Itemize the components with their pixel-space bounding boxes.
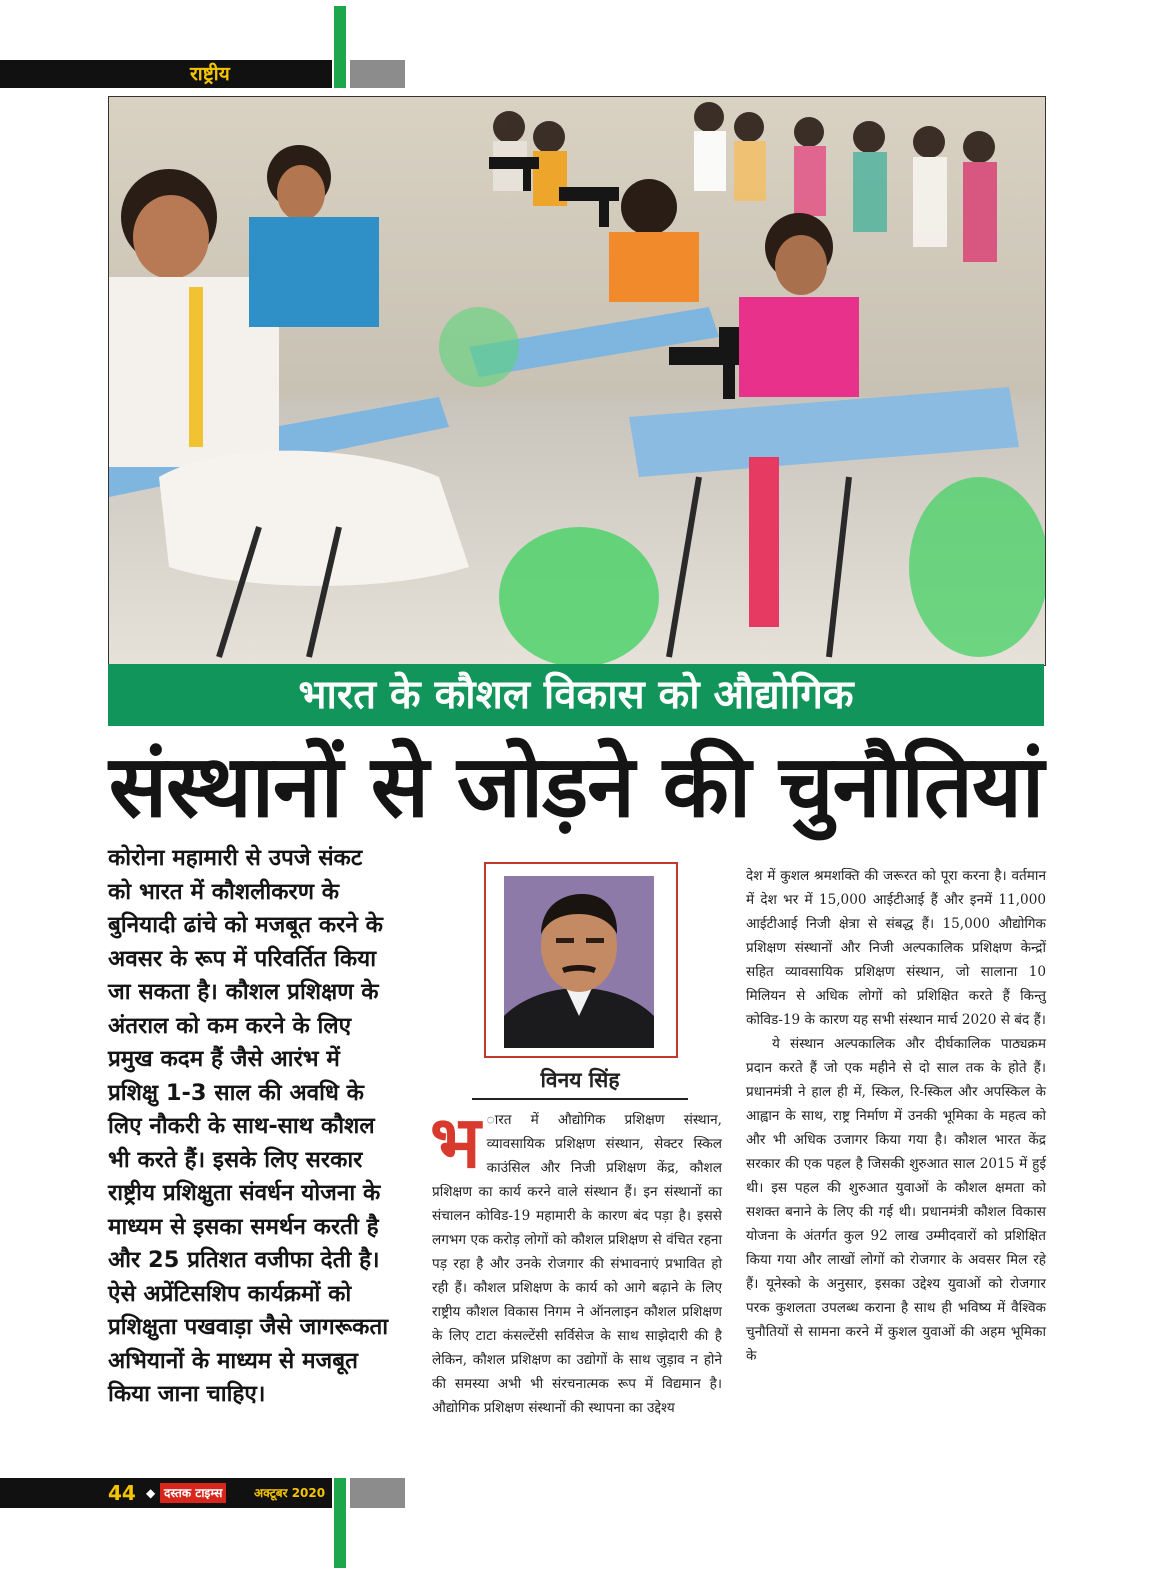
footer-grey-block — [350, 1478, 405, 1508]
body-text: ारत में औद्योगिक प्रशिक्षण संस्थान, व्यावसायिक प्रशिक्षण संस्थान, सेक्टर स्किल काउंसिल और निजी प्रशिक्षण केंद्र, कौशल प्रशिक्षण का कार्य करने वाले संस्थान हैं। इन संस्थानों का संचालन कोविड-19 महामारी के कारण बंद पड़ा है। इससे लगभग एक करोड़ लोगों को कौशल प्रशिक्षण से वंचित रहना पड़ रहा है और उनके रोजगार की संभावनाएं प्रभावित हो रही हैं। कौशल प्रशिक्षण के कार्य को आगे बढ़ाने के लिए राष्ट्रीय कौशल विकास निगम ने ऑनलाइन कौशल प्रशिक्षण के लिए टाटा कंसल्टेंसी सर्विसेज के साथ साझेदारी की है लेकिन, कौशल प्रशिक्षण का उद्योगों के साथ जुड़ाव न होने की समस्या अभी भी संरचनात्मक रूप में विद्यमान है। औद्योगिक प्रशिक्षण संस्थानों की स्थापना का उद्देश्य — [432, 1112, 722, 1416]
footer-green-accent — [334, 1478, 346, 1568]
drop-cap: भ — [430, 1100, 481, 1184]
header-grey-block — [350, 60, 405, 88]
issue-date: अक्टूबर 2020 — [254, 1486, 326, 1500]
body-column-2 — [430, 1100, 722, 1420]
lead-photo-illustration — [109, 97, 1045, 665]
header-green-accent — [334, 6, 346, 88]
header-bar — [0, 60, 332, 88]
section-label: राष्ट्रीय — [190, 63, 230, 85]
body-paragraph: ये संस्थान अल्पकालिक और दीर्घकालिक पाठ्यक्रम प्रदान करते हैं जो एक महीने से दो साल तक के होते हैं। प्रधानमंत्री ने हाल ही में, स्किल, रि-स्किल और अपस्किल के आह्वान के साथ, राष्ट्र निर्माण में उनकी भूमिका के महत्व को और भी अधिक उजागर किया गया है। कौशल भारत केंद्र सरकार की एक पहल है जिसकी शुरुआत साल 2015 में हुई थी। इस पहल की शुरुआत युवाओं के कौशल क्षमता को सशक्त बनाने के लिए की गई थी। प्रधानमंत्री कौशल विकास योजना के अंतर्गत कुल 92 लाख उम्मीदवारों को प्रशिक्षित किया गया और लाखों लोगों को रोजगार के अवसर मिल रहे हैं। यूनेस्को के अनुसार, इसका उद्देश्य युवाओं को रोजगार परक कुशलता उपलब्ध कराना है साथ ही भविष्य में वैश्विक चुनौतियों से सामना करने में कुशल युवाओं की अहम भूमिका के — [746, 1036, 1046, 1364]
author-divider — [472, 1098, 688, 1100]
footer-separator-icon: ◆ — [146, 1486, 156, 1500]
author-portrait-illustration — [504, 876, 654, 1048]
intro-text: कोरोना महामारी से उपजे संकट को भारत में कौशलीकरण के बुनियादी ढांचे को मजबूत करने के अवसर के रूप में परिवर्तित किया जा सकता है। कौशल प्रशिक्षण के अंतराल को कम करने के लिए प्रमुख कदम हैं जैसे आरंभ में प्रशिक्षु 1-3 साल की अवधि के लिए नौकरी के साथ-साथ कौशल भी करते हैं। इसके लिए सरकार राष्ट्रीय प्रशिक्षुता संवर्धन योजना के माध्यम से इसका समर्थन करती है और 25 प्रतिशत वजीफा देती है। ऐसे अप्रेंटिसशिप कार्यक्रमों को प्रशिक्षुता पखवाड़ा जैसे जागरूकता अभियानों के माध्यम से मजबूत किया जाना चाहिए। — [108, 845, 389, 1407]
headline-line-1: भारत के कौशल विकास को औद्योगिक — [298, 672, 854, 718]
body-paragraph: देश में कुशल श्रमशक्ति की जरूरत को पूरा करना है। वर्तमान में देश भर में 15,000 आईटीआई हैं और इनमें 11,000 आईटीआई निजी क्षेत्रा से संबद्ध हैं। 15,000 औद्योगिक प्रशिक्षण संस्थानों और निजी अल्पकालिक प्रशिक्षण केन्द्रों सहित व्यावसायिक प्रशिक्षण संस्थान, जो सालाना 10 मिलियन से अधिक लोगों को प्रशिक्षित करते हैं किन्तु कोविड-19 के कारण यह सभी संस्थान मार्च 2020 से बंद हैं। — [746, 868, 1046, 1028]
author-portrait — [504, 876, 654, 1048]
author-name: विनय सिंह — [540, 1068, 620, 1092]
lead-photo-sewing-classroom — [108, 96, 1046, 666]
headline-line-2: संस्थानों से जोड़ने की चुनौतियां — [108, 737, 1044, 837]
body-paragraph — [430, 1100, 722, 1420]
page-number: 44 — [108, 1481, 136, 1505]
magazine-brand: दस्तक टाइम्स — [160, 1483, 226, 1503]
body-column-3 — [746, 864, 1046, 1368]
